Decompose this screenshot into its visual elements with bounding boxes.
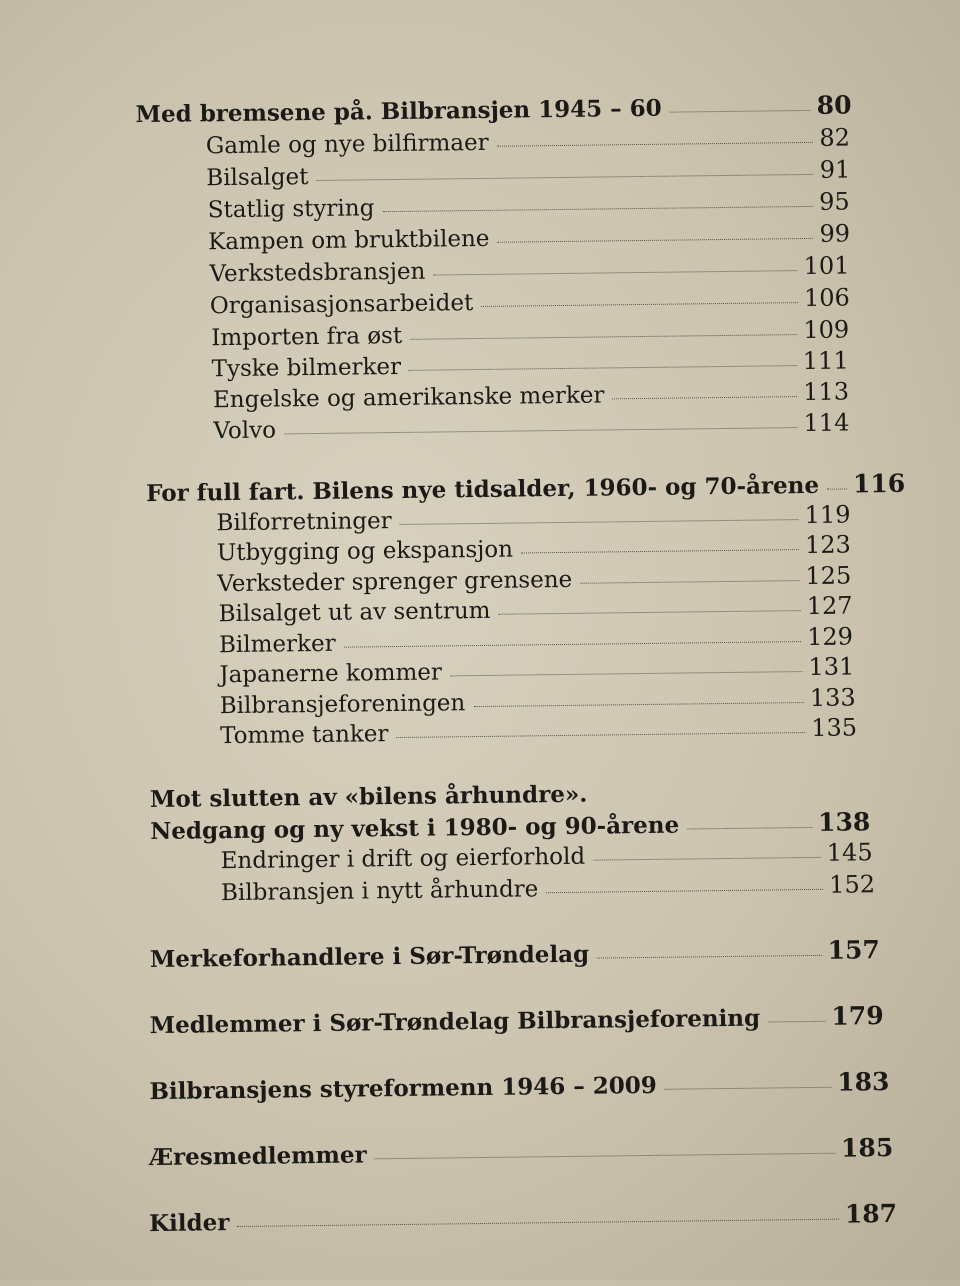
dot-leader xyxy=(450,671,803,676)
toc-entry-page: 183 xyxy=(837,1067,890,1097)
toc-entry xyxy=(206,123,850,159)
toc-entry xyxy=(211,315,849,351)
toc-entry-title: Gamle og nye bilfirmaer xyxy=(205,129,489,160)
toc-entry-title: Engelske og amerikanske merker xyxy=(212,382,605,414)
toc-entry-title: Organisasjonsarbeidet xyxy=(209,290,474,320)
dot-leader xyxy=(499,610,801,615)
toc-entry-title: Med bremsene på. Bilbransjen 1945 – 60 xyxy=(135,94,662,129)
toc-entry-title: Statlig styring xyxy=(207,195,375,224)
toc-entry-page: 116 xyxy=(852,468,906,499)
toc-entry xyxy=(208,219,850,255)
toc-entry-title: Nedgang og ny vekst i 1980- og 90-årene xyxy=(150,811,680,846)
toc-entry-title: Kampen om bruktbilene xyxy=(207,225,490,256)
toc-entry xyxy=(211,346,848,382)
dot-leader xyxy=(521,549,799,553)
dot-leader xyxy=(580,580,799,584)
dot-leader xyxy=(433,270,797,275)
toc-entry xyxy=(206,155,850,191)
dot-leader xyxy=(400,519,799,525)
toc-entry-title: Utbygging og ekspansjon xyxy=(216,536,514,567)
toc-entry xyxy=(149,1001,883,1039)
dot-leader xyxy=(497,238,813,243)
toc-entry-title: Tomme tanker xyxy=(219,721,389,750)
toc-entry-title: Volvo xyxy=(213,417,277,445)
dot-leader xyxy=(827,489,847,490)
toc-entry-page: 145 xyxy=(826,838,873,867)
toc-entry-page: 127 xyxy=(806,591,853,621)
dot-leader xyxy=(670,110,811,113)
toc-entry-title: Importen fra øst xyxy=(211,322,403,352)
toc-entry xyxy=(217,530,851,566)
dot-leader xyxy=(284,427,798,434)
toc-section-heading: Mot slutten av «bilens århundre». xyxy=(149,780,588,814)
toc-entry-page: 131 xyxy=(808,652,855,681)
toc-entry-page: 187 xyxy=(844,1198,898,1229)
toc-entry-title: Merkeforhandlere i Sør-Trøndelag xyxy=(149,940,590,974)
toc-entry-title: Kilder xyxy=(148,1209,230,1238)
toc-entry-page: 125 xyxy=(805,561,852,591)
toc-entry-page: 123 xyxy=(804,530,852,560)
toc-entry-page: 157 xyxy=(827,935,880,965)
toc-entry xyxy=(218,591,852,627)
toc-entry xyxy=(220,713,857,749)
dot-leader xyxy=(665,1087,831,1090)
toc-entry-title: Japanerne kommer xyxy=(219,659,443,689)
toc-entry xyxy=(208,187,850,223)
dot-leader xyxy=(237,1219,838,1227)
toc-entry xyxy=(219,652,854,688)
toc-entry-page: 119 xyxy=(804,500,851,530)
dot-leader xyxy=(612,396,797,399)
toc-entry-page: 138 xyxy=(817,807,871,837)
toc-entry-page: 113 xyxy=(803,377,850,407)
toc-entry-page: 111 xyxy=(802,346,849,376)
toc-entry-page: 114 xyxy=(803,408,850,438)
toc-entry-page: 185 xyxy=(840,1132,894,1163)
toc-entry xyxy=(209,251,849,287)
toc-entry-title: Bilbransjen i nytt århundre xyxy=(220,876,539,907)
dot-leader xyxy=(481,302,798,307)
dot-leader xyxy=(396,732,805,738)
toc-entry-page: 133 xyxy=(809,683,856,712)
toc-entry-title: Bilforretninger xyxy=(216,508,392,537)
toc-entry xyxy=(150,935,880,973)
dot-leader xyxy=(593,857,821,861)
dot-leader xyxy=(768,1021,825,1023)
toc-entry xyxy=(149,1067,889,1105)
toc-entry xyxy=(135,90,851,128)
toc-entry-title: Verksteder sprenger grensene xyxy=(217,566,573,598)
toc-entry-page: 95 xyxy=(818,187,850,216)
toc-entry xyxy=(220,838,872,874)
dot-leader xyxy=(409,365,797,371)
toc-entry-title: Æresmedlemmer xyxy=(149,1141,367,1172)
toc-entry-page: 91 xyxy=(819,155,851,184)
toc-entry-page: 179 xyxy=(831,1001,884,1031)
toc-entry-page: 129 xyxy=(807,622,854,652)
dot-leader xyxy=(597,955,821,959)
toc-entry xyxy=(149,1133,893,1171)
toc-entry-page: 152 xyxy=(829,870,876,899)
toc-entry-page: 109 xyxy=(803,315,850,345)
toc-entry-page: 80 xyxy=(816,90,852,120)
toc-entry xyxy=(213,377,849,413)
toc-entry-title: Verkstedsbransjen xyxy=(209,258,426,288)
toc-entry-title: Bilsalget ut av sentrum xyxy=(218,597,491,628)
toc-entry-page: 101 xyxy=(803,251,850,281)
toc-entry-title: Bilsalget xyxy=(206,164,309,192)
toc-entry-title: Medlemmer i Sør-Trøndelag Bilbransjeforening xyxy=(149,1004,761,1040)
dot-leader xyxy=(687,827,812,830)
dot-leader xyxy=(344,641,802,648)
toc-entry-page: 82 xyxy=(819,123,851,152)
dot-leader xyxy=(382,206,813,212)
toc-entry xyxy=(213,408,849,444)
toc-entry-page: 135 xyxy=(811,713,858,742)
dot-leader xyxy=(410,334,797,340)
dot-leader xyxy=(497,142,814,147)
toc-entry-title: Tyske bilmerker xyxy=(211,353,402,383)
toc-entry-title: Bilmerker xyxy=(218,630,336,659)
dot-leader xyxy=(473,702,804,707)
toc-entry-title: Endringer i drift og eierforhold xyxy=(220,843,586,875)
toc-entry xyxy=(149,1199,897,1237)
dot-leader xyxy=(375,1153,835,1160)
toc-entry xyxy=(210,283,850,319)
toc-entry-title: Bilbransjens styreformenn 1946 – 2009 xyxy=(149,1071,657,1106)
dot-leader xyxy=(316,174,813,181)
toc-entry xyxy=(221,870,875,906)
toc-entry-title: For full fart. Bilens nye tidsalder, 1960- og 70-årene xyxy=(146,471,820,508)
toc-entry-page: 99 xyxy=(819,219,851,248)
dot-leader xyxy=(546,889,823,893)
toc-entry-page: 106 xyxy=(803,283,851,313)
toc-entry-title: Bilbransjeforeningen xyxy=(219,690,466,720)
